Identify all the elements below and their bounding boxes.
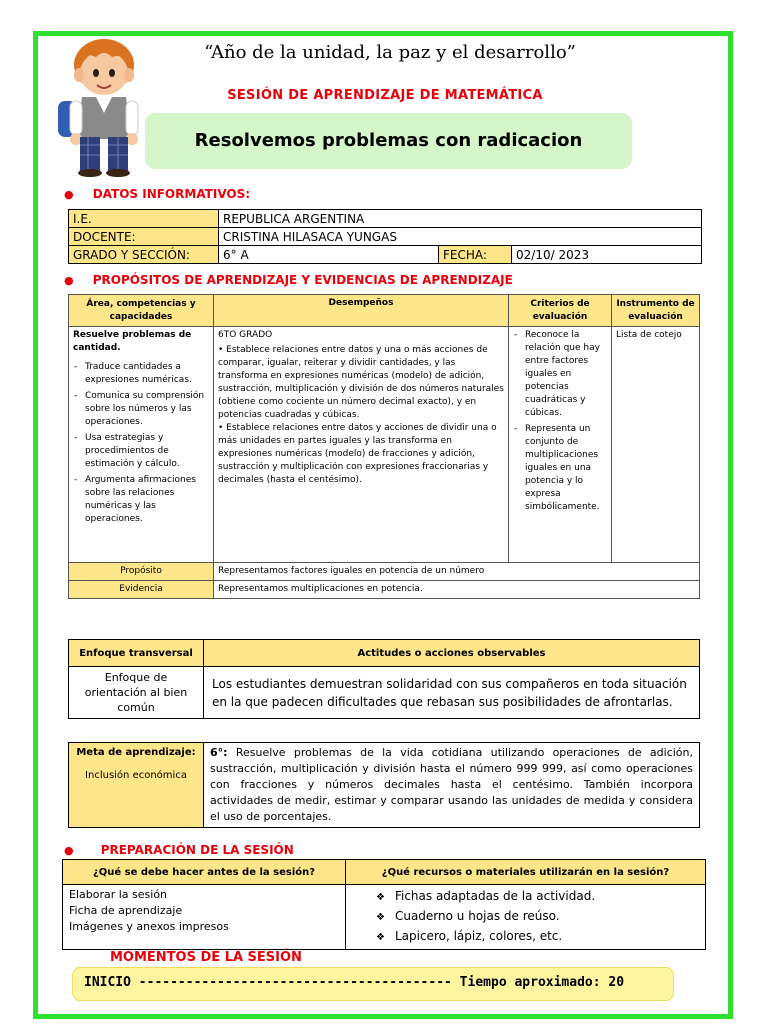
preparacion-heading-row (64, 839, 294, 858)
meta-text: Resuelve problemas de la vida cotidiana utilizando operaciones de adición, sustracción, multiplicación y división hasta el número 999 999, así como operaciones con fracciones y números decimales hasta el centésimo. También incorpora actividades de medir, estimar y comparar usando las unidades de medida y considera el uso de porcentajes. (210, 746, 693, 823)
evidencia-label: Evidencia (69, 581, 214, 599)
col-instrumento: Instrumento de evaluación (612, 295, 700, 327)
fecha-value: 02/10/ 2023 (512, 246, 702, 264)
student-illustration (52, 35, 156, 177)
fecha-label: FECHA: (439, 246, 512, 264)
meta-label: Meta de aprendizaje: (76, 747, 196, 758)
session-title: SESIÓN DE APRENDIZAJE DE MATEMÁTICA (227, 88, 543, 103)
prep-col2: ¿Qué recursos o materiales utilizarán en la sesión? (346, 860, 706, 885)
list-item: - Representa un conjunto de multiplicaciones iguales en una potencia y lo expresa simbólicamente. (513, 423, 607, 514)
enfoque-table (68, 639, 700, 719)
inicio-label: INICIO ---------------------------------------- Tiempo aproximado: 20 (84, 975, 625, 990)
list-item: - Traduce cantidades a expresiones numéricas. (73, 361, 209, 387)
list-item: - Comunica su comprensión sobre los números y las operaciones. (73, 390, 209, 429)
diamond-bullet-icon: ❖ (376, 932, 385, 943)
grado-label-cell: 6TO GRADO (218, 330, 273, 340)
proposito-value: Representamos factores iguales en potencia de un número (214, 563, 700, 581)
year-motto: “Año de la unidad, la paz y el desarrollo” (204, 42, 576, 63)
proposito-label: Propósito (69, 563, 214, 581)
list-item: ❖ Lapicero, lápiz, colores, etc. (376, 929, 563, 943)
diamond-bullet-icon: ❖ (376, 892, 385, 903)
list-item: Ficha de aprendizaje (69, 904, 183, 917)
propositos-heading: PROPÓSITOS DE APRENDIZAJE Y EVIDENCIAS DE APRENDIZAJE (92, 273, 513, 287)
list-item: - Argumenta afirmaciones sobre las relaciones numéricas y las operaciones. (73, 474, 209, 526)
diamond-bullet-icon: ❖ (376, 912, 385, 923)
enfoque-name: Enfoque de orientación al bien común (69, 667, 204, 719)
instrumento-value: Lista de cotejo (612, 327, 700, 563)
col-area: Área, competencias y capacidades (69, 295, 214, 327)
topic-title: Resolvemos problemas con radicacion (194, 130, 583, 151)
docente-value: CRISTINA HILASACA YUNGAS (219, 228, 702, 246)
competencia: Resuelve problemas de cantidad. (73, 330, 192, 353)
criterios-list (513, 329, 607, 514)
ie-value: REPUBLICA ARGENTINA (219, 210, 702, 228)
preparacion-heading: PREPARACIÓN DE LA SESIÓN (100, 843, 294, 857)
meta-sub: Inclusión económica (85, 770, 187, 781)
list-item: ❖ Fichas adaptadas de la actividad. (376, 889, 596, 903)
momentos-heading: MOMENTOS DE LA SESIÓN (110, 950, 302, 965)
propositos-table (68, 294, 700, 599)
grado-label: GRADO Y SECCIÓN: (69, 246, 219, 264)
bullet-icon: ● (64, 188, 74, 201)
list-item: ❖ Cuaderno u hojas de reúso. (376, 909, 560, 923)
capacidades-list (73, 361, 209, 526)
list-item: Elaborar la sesión (69, 888, 168, 901)
evidencia-value: Representamos multiplicaciones en potencia. (214, 581, 700, 599)
desempeno-1: • Establece relaciones entre datos y una o más acciones de comparar, igualar, reiterar y dividir cantidades, y las transforma en expresiones numéricas (modelo) de adición, sustracción, multiplicación y división de dos números naturales (obtiene como cociente un número decimal exacto), y en potencias cuadradas y cúbicas. (218, 345, 504, 420)
desempeno-2: • Establece relaciones entre datos y acciones de dividir una o más unidades en partes iguales y las transforma en expresiones numéricas (modelo) de fracciones y adición, sustracción y multiplicación con expresiones fraccionarias y decimales (hasta el centésimo). (218, 423, 497, 485)
bullet-icon: ● (64, 274, 74, 287)
meta-grade: 6°: (210, 746, 228, 759)
col-desempenos: Desempeños (214, 295, 509, 327)
datos-table (68, 209, 702, 264)
propositos-heading-row (64, 269, 513, 288)
docente-label: DOCENTE: (69, 228, 219, 246)
prep-col1: ¿Qué se debe hacer antes de la sesión? (63, 860, 346, 885)
meta-table (68, 742, 700, 828)
ie-label: I.E. (69, 210, 219, 228)
col-criterios: Criterios de evaluación (509, 295, 612, 327)
datos-heading: DATOS INFORMATIVOS: (92, 187, 251, 201)
list-item: Imágenes y anexos impresos (69, 920, 229, 933)
bullet-icon: ● (64, 844, 74, 857)
enfoque-col2: Actitudes o acciones observables (204, 640, 700, 667)
datos-heading-row (64, 183, 250, 202)
enfoque-text: Los estudiantes demuestran solidaridad con sus compañeros en toda situación en la que padecen dificultades que rebasan sus posibilidades de afrontarlas. (204, 667, 700, 719)
list-item: - Reconoce la relación que hay entre factores iguales en potencias cuadráticas y cúbicas. (513, 329, 607, 420)
list-item: - Usa estrategias y procedimientos de estimación y cálculo. (73, 432, 209, 471)
preparacion-table (62, 859, 706, 950)
enfoque-col1: Enfoque transversal (69, 640, 204, 667)
grado-value: 6° A (219, 246, 439, 264)
